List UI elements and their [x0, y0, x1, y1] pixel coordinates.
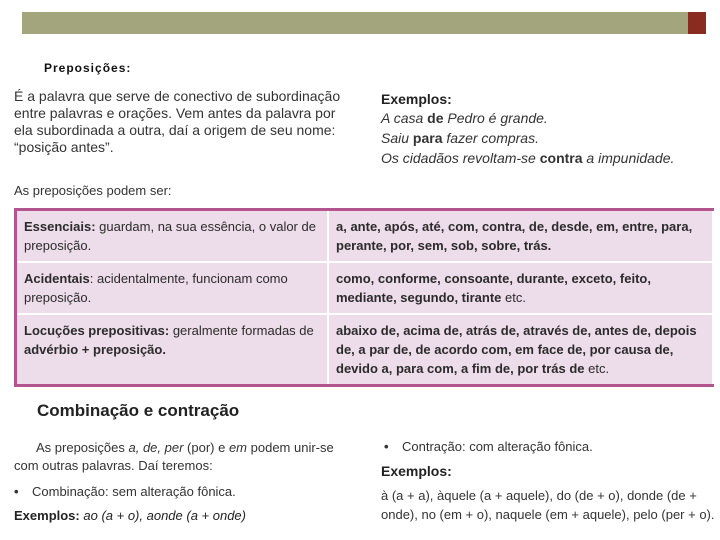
type-cell: Essenciais: guardam, na sua essência, o valor de preposição.	[16, 210, 329, 263]
combination-text: As preposições a, de, per (por) e em podem unir-se com outras palavras. Daí teremos:	[14, 440, 334, 473]
example-line-2: Saiu para fazer compras.	[381, 130, 539, 146]
bullet-contraction: • Contração: com alteração fônica.	[384, 439, 593, 454]
list-cell: como, conforme, consoante, durante, exceto, feito, mediante, segundo, tirante etc.	[328, 262, 713, 314]
bullet-icon: •	[14, 484, 19, 499]
examples-heading: Exemplos:	[381, 91, 452, 107]
header-bar	[22, 12, 706, 34]
examples-2-text: à (a + a), àquele (a + aquele), do (de + o), donde (de + onde), no (em + o), naquele (em + aquele), pelo (per + o).	[381, 488, 715, 522]
list-cell: abaixo de, acima de, atrás de, através de, antes de, depois de, a par de, de acordo com, em face de, por causa de, devido a, para com, a fim de, por trás de etc.	[328, 314, 713, 386]
intro-text: É a palavra que serve de conectivo de subordinação entre palavras e orações. Vem antes da palavra por ela subordinada a outra, daí a origem de seu nome: “posição antes”.	[14, 88, 341, 155]
table-row	[16, 314, 714, 386]
example-line-3: Os cidadãos revoltam-se contra a impunidade.	[381, 150, 675, 166]
table-row	[16, 262, 714, 314]
bullet-combination: • Combinação: sem alteração fônica.	[14, 484, 236, 499]
header-accent-square	[688, 12, 706, 34]
list-cell: a, ante, após, até, com, contra, de, desde, em, entre, para, perante, por, sem, sob, sobre, trás.	[328, 210, 713, 263]
slide-title: Preposições:	[44, 61, 132, 75]
prepositions-table	[14, 208, 714, 387]
examples-1-label: Exemplos: ao (a + o), aonde (a + onde)	[14, 508, 246, 523]
type-cell: Locuções prepositivas: geralmente formadas de advérbio + preposição.	[16, 314, 329, 386]
type-cell: Acidentais: acidentalmente, funcionam como preposição.	[16, 262, 329, 314]
bullet-icon: •	[384, 439, 389, 454]
table-row	[16, 210, 714, 263]
example-line-1: A casa de Pedro é grande.	[381, 110, 548, 126]
combination-title: Combinação e contração	[37, 401, 240, 420]
header-outline-square	[686, 34, 706, 52]
examples-2-label: Exemplos:	[381, 463, 452, 479]
types-label: As preposições podem ser:	[14, 183, 172, 198]
